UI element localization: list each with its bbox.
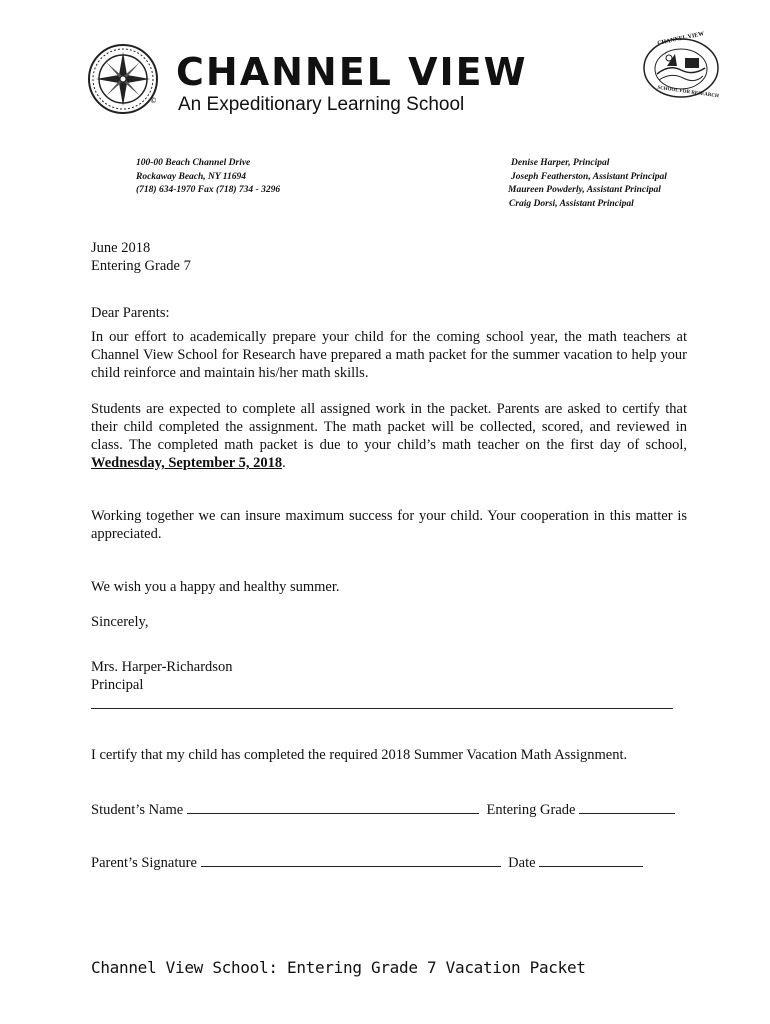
copyright-mark: ©	[150, 97, 157, 105]
closing: Sincerely,	[91, 614, 149, 630]
school-seal-logo	[641, 31, 721, 100]
expectations-text: Students are expected to complete all assigned work in the packet. Parents are asked to certify that their child completed the assignment. The math packet will be collected, scored, and reviewed in class. The completed math packet is due to your child’s math teacher on the first day of school,	[91, 401, 687, 453]
date-field[interactable]	[539, 854, 643, 867]
staff-line: Craig Dorsi, Assistant Principal	[509, 198, 634, 209]
student-name-label: Student’s Name	[91, 802, 184, 818]
school-name: CHANNEL VIEW	[176, 50, 528, 94]
date-label: Date	[508, 855, 536, 871]
seal-text-bottom: SCHOOL FOR RESEARCH	[656, 85, 720, 100]
student-grade-row	[91, 801, 675, 819]
student-name-field[interactable]	[187, 801, 479, 814]
due-date-punct: .	[282, 455, 286, 471]
parent-signature-field[interactable]	[201, 854, 501, 867]
divider-line	[91, 708, 673, 709]
address-line: Rockaway Beach, NY 11694	[136, 171, 246, 182]
entering-grade-label: Entering Grade	[486, 802, 576, 818]
staff-line: Denise Harper, Principal	[511, 158, 610, 168]
paragraph-expectations	[91, 400, 687, 472]
salutation: Dear Parents:	[91, 305, 170, 321]
school-address	[136, 157, 280, 198]
paragraph-wishes: We wish you a happy and healthy summer.	[91, 579, 340, 595]
due-date: Wednesday, September 5, 2018	[91, 455, 283, 471]
letter-grade: Entering Grade 7	[91, 258, 191, 274]
staff-line: Maureen Powderly, Assistant Principal	[508, 185, 661, 195]
entering-grade-field[interactable]	[579, 801, 675, 814]
signer-title: Principal	[91, 677, 144, 693]
signer-name: Mrs. Harper-Richardson	[91, 659, 233, 675]
paragraph-cooperation: Working together we can insure maximum success for your child. Your cooperation in this matter is appreciated.	[91, 508, 687, 542]
signature-date-row	[91, 854, 643, 872]
parent-signature-label: Parent’s Signature	[91, 855, 197, 871]
paragraph-intro: In our effort to academically prepare your child for the coming school year, the math teachers at Channel View School for Research have prepared a math packet for the summer vacation to help your child reinforce and maintain his/her math skills.	[91, 329, 687, 381]
letter-date: June 2018	[91, 240, 151, 256]
staff-line: Joseph Featherston, Assistant Principal	[511, 171, 667, 182]
address-line: 100-00 Beach Channel Drive	[136, 158, 251, 168]
compass-logo	[86, 42, 160, 116]
footer-text: Channel View School: Entering Grade 7 Vacation Packet	[91, 958, 586, 977]
certification-statement: I certify that my child has completed the required 2018 Summer Vacation Math Assignment.	[91, 747, 628, 763]
staff-list	[508, 157, 667, 211]
school-tagline: An Expeditionary Learning School	[178, 94, 465, 115]
phone-fax-line: (718) 634-1970 Fax (718) 734 - 3296	[136, 185, 281, 195]
seal-text-top: CHANNEL VIEW	[656, 31, 705, 47]
